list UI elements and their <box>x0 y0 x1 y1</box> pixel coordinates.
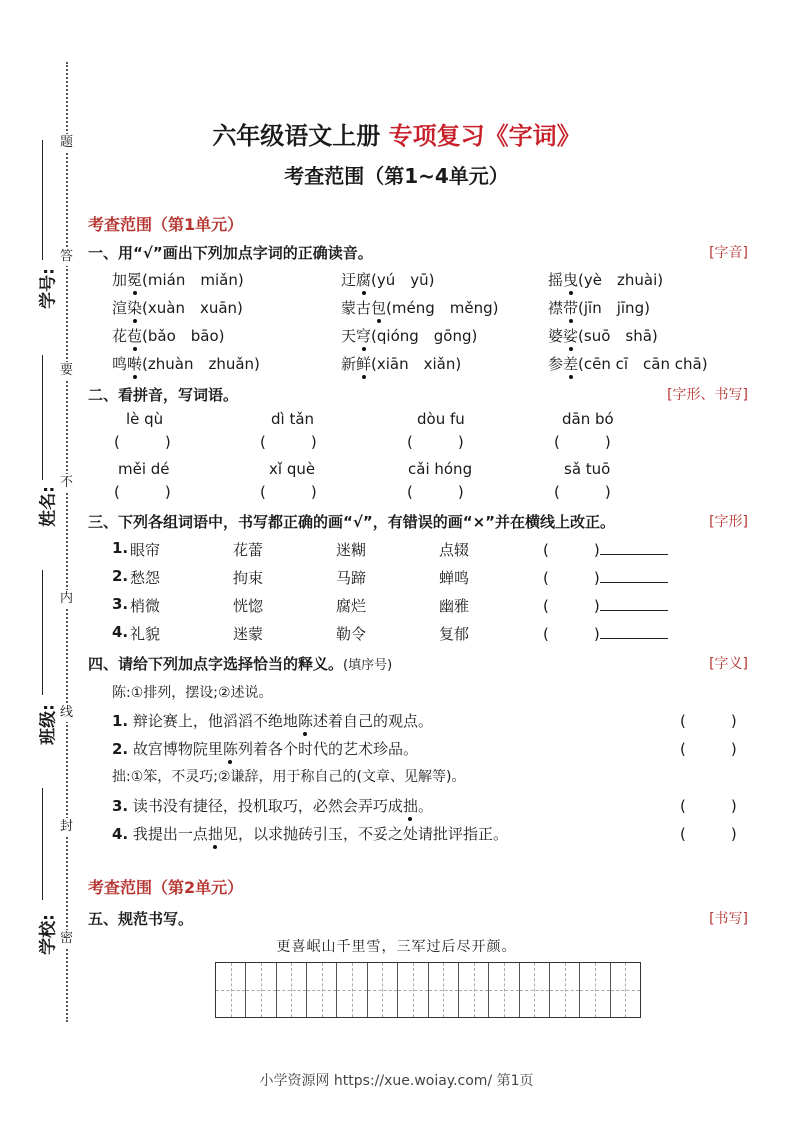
q3-word: 愁怨 <box>130 569 161 587</box>
student-id-label: 学号: <box>38 268 59 309</box>
q1-item[interactable]: 迂腐(yú yū) <box>341 271 435 289</box>
binding-dotted-line <box>66 62 68 1022</box>
q2-answer-blank[interactable]: ( ) <box>260 483 317 501</box>
seal-char: 密 <box>60 931 74 946</box>
definition-zhuo: 拙:①笨，不灵巧;②谦辞，用于称自己的(文章、见解等)。 <box>112 769 466 785</box>
seal-char: 封 <box>60 819 74 834</box>
q3-judgement-blank[interactable]: ( ) <box>543 595 668 616</box>
q3-word: 迷蒙 <box>233 625 264 643</box>
q1-item[interactable]: 襟带(jīn jīng) <box>548 299 650 317</box>
q3-correction-line[interactable] <box>600 624 668 639</box>
q1-item[interactable]: 渲染(xuàn xuān) <box>112 299 243 317</box>
name-line[interactable] <box>42 355 43 480</box>
writing-cell[interactable] <box>611 963 640 1017</box>
student-id-line[interactable] <box>42 140 43 260</box>
q3-word: 花蕾 <box>233 541 264 559</box>
section-3-tag: [字形] <box>709 514 748 530</box>
q2-answer-blank[interactable]: ( ) <box>114 433 171 451</box>
q2-pinyin: xǐ què <box>269 460 316 478</box>
writing-cell[interactable] <box>368 963 398 1017</box>
scope-heading-unit2: 考查范围（第2单元） <box>88 878 244 897</box>
q3-row-number: 3. <box>112 595 129 613</box>
q2-answer-blank[interactable]: ( ) <box>407 433 464 451</box>
q3-word: 幽雅 <box>439 597 470 615</box>
section-4-title: 四、请给下列加点字选择恰当的释义。(填序号) <box>88 655 393 673</box>
writing-cell[interactable] <box>307 963 337 1017</box>
scope-heading-unit1: 考查范围（第1单元） <box>88 215 244 234</box>
q2-pinyin: dì tǎn <box>271 410 315 428</box>
q4-answer-blank[interactable]: ( ) <box>680 825 737 843</box>
q3-word: 腐烂 <box>336 597 367 615</box>
school-label: 学校: <box>38 914 59 955</box>
seal-char: 线 <box>60 705 74 720</box>
q2-answer-blank[interactable]: ( ) <box>554 483 611 501</box>
q2-answer-blank[interactable]: ( ) <box>260 433 317 451</box>
q4-sentence: 1. 辩论赛上，他滔滔不绝地陈述着自己的观点。 <box>112 712 433 730</box>
seal-char: 要 <box>60 363 74 378</box>
page-footer: 小学资源网 https://xue.woiay.com/ 第1页 <box>259 1073 534 1089</box>
title-main: 六年级语文上册 <box>212 122 381 150</box>
q3-row-number: 2. <box>112 567 129 585</box>
page-title <box>0 116 793 151</box>
class-line[interactable] <box>42 570 43 695</box>
writing-cell[interactable] <box>429 963 459 1017</box>
q4-answer-blank[interactable]: ( ) <box>680 797 737 815</box>
q2-pinyin: cǎi hóng <box>408 460 473 478</box>
q3-judgement-blank[interactable]: ( ) <box>543 539 668 560</box>
definition-chen: 陈:①排列，摆设;②述说。 <box>112 685 273 701</box>
writing-grid[interactable] <box>215 962 641 1018</box>
writing-cell[interactable] <box>216 963 246 1017</box>
q2-pinyin: dān bó <box>562 410 614 428</box>
title-highlight: 专项复习《字词》 <box>388 122 581 150</box>
q2-answer-blank[interactable]: ( ) <box>114 483 171 501</box>
q1-item[interactable]: 婆娑(suō shā) <box>548 327 658 345</box>
writing-cell[interactable] <box>246 963 276 1017</box>
q1-item[interactable]: 花苞(bǎo bāo) <box>112 327 225 345</box>
q3-word: 马蹄 <box>336 569 367 587</box>
q3-judgement-blank[interactable]: ( ) <box>543 623 668 644</box>
section-1-title: 一、用“√”画出下列加点字词的正确读音。 <box>88 244 373 262</box>
section-4-tag: [字义] <box>709 656 748 672</box>
q2-answer-blank[interactable]: ( ) <box>407 483 464 501</box>
writing-cell[interactable] <box>277 963 307 1017</box>
q3-word: 礼貌 <box>130 625 161 643</box>
page-subtitle: 考查范围（第1~4单元） <box>284 164 509 188</box>
writing-cell[interactable] <box>489 963 519 1017</box>
name-label: 姓名: <box>38 486 59 527</box>
q1-item[interactable]: 摇曳(yè zhuài) <box>548 271 664 289</box>
q2-pinyin: lè qù <box>126 410 164 428</box>
q3-correction-line[interactable] <box>600 540 668 555</box>
q3-word: 迷糊 <box>336 541 367 559</box>
copy-sentence: 更喜岷山千里雪，三军过后尽开颜。 <box>276 939 517 955</box>
school-line[interactable] <box>42 788 43 900</box>
q4-answer-blank[interactable]: ( ) <box>680 740 737 758</box>
q1-item[interactable]: 天穹(qióng gōng) <box>341 327 478 345</box>
q3-row-number: 1. <box>112 539 129 557</box>
section-5-title: 五、规范书写。 <box>88 910 194 928</box>
q3-word: 拘束 <box>233 569 264 587</box>
writing-cell[interactable] <box>550 963 580 1017</box>
seal-char: 题 <box>60 135 74 150</box>
writing-cell[interactable] <box>337 963 367 1017</box>
q3-word: 勒令 <box>336 625 367 643</box>
writing-cell[interactable] <box>459 963 489 1017</box>
q2-pinyin: sǎ tuō <box>564 460 611 478</box>
q1-item[interactable]: 加冕(mián miǎn) <box>112 271 244 289</box>
q1-item[interactable]: 新鲜(xiān xiǎn) <box>341 355 462 373</box>
writing-cell[interactable] <box>520 963 550 1017</box>
section-2-tag: [字形、书写] <box>667 387 748 403</box>
q2-answer-blank[interactable]: ( ) <box>554 433 611 451</box>
q3-word: 点辍 <box>439 541 470 559</box>
q3-word: 梢微 <box>130 597 161 615</box>
section-4-note: (填序号) <box>343 658 393 673</box>
writing-cell[interactable] <box>580 963 610 1017</box>
q4-sentence: 4. 我提出一点拙见，以求抛砖引玉，不妥之处请批评指正。 <box>112 825 508 843</box>
q3-word: 恍惚 <box>233 597 264 615</box>
q2-pinyin: měi dé <box>118 460 170 478</box>
q3-word: 复郁 <box>439 625 470 643</box>
q3-word: 蝉鸣 <box>439 569 470 587</box>
q3-judgement-blank[interactable]: ( ) <box>543 567 668 588</box>
q4-sentence: 2. 故宫博物院里陈列着各个时代的艺术珍品。 <box>112 740 418 758</box>
q3-correction-line[interactable] <box>600 568 668 583</box>
q3-word: 眼帘 <box>130 541 161 559</box>
q1-item[interactable]: 参差(cēn cī cān chā) <box>548 355 708 373</box>
writing-cell[interactable] <box>398 963 428 1017</box>
section-3-title: 三、下列各组词语中，书写都正确的画“√”，有错误的画“×”并在横线上改正。 <box>88 513 616 531</box>
q1-item[interactable]: 蒙古包(méng měng) <box>341 299 499 317</box>
seal-char: 不 <box>60 475 74 490</box>
section-5-tag: [书写] <box>709 911 748 927</box>
q3-row-number: 4. <box>112 623 129 641</box>
q1-item[interactable]: 鸣啭(zhuàn zhuǎn) <box>112 355 260 373</box>
seal-char: 内 <box>60 591 74 606</box>
section-2-title: 二、看拼音，写词语。 <box>88 386 239 404</box>
seal-char: 答 <box>60 249 74 264</box>
q4-sentence: 3. 读书没有捷径，投机取巧，必然会弄巧成拙。 <box>112 797 433 815</box>
q4-answer-blank[interactable]: ( ) <box>680 712 737 730</box>
class-label: 班级: <box>38 704 59 745</box>
q3-correction-line[interactable] <box>600 596 668 611</box>
q2-pinyin: dòu fu <box>417 410 465 428</box>
section-1-tag: [字音] <box>709 245 748 261</box>
